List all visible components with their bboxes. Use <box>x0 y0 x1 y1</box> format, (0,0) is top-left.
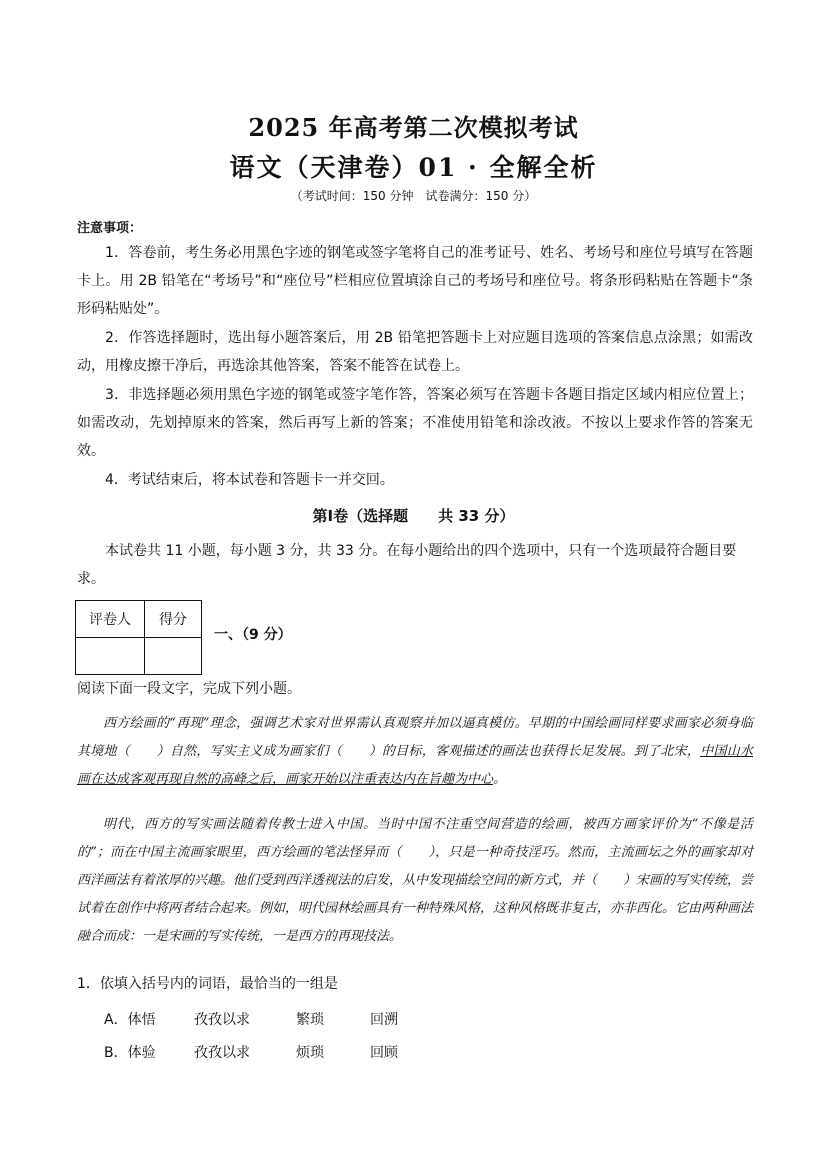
score-header: 得分 <box>145 601 202 638</box>
part-label: 一、（9 分） <box>214 627 292 643</box>
option-word: 回溯 <box>370 1012 398 1028</box>
score-cell <box>145 638 202 675</box>
section-title: 第Ⅰ卷（选择题 共 33 分） <box>312 507 515 525</box>
notice-item-3: 3．非选择题必须用黑色字迹的钢笔或签字笔作答，答案必须写在答题卡各题目指定区域内相应位置上；如需改动，先划掉原来的答案，然后再写上新的答案；不准使用铅笔和涂改液。不按以上要求作答的答案无效。 <box>77 387 753 459</box>
option-word: 孜孜以求 <box>194 1045 250 1061</box>
exam-subtitle: 语文（天津卷）01 · 全解全析 <box>229 153 598 182</box>
exam-title: 2025 年高考第二次模拟考试 <box>248 113 579 142</box>
notice-item-2: 2．作答选择题时，选出每小题答案后，用 2B 铅笔把答题卡上对应题目选项的答案信息点涂黑；如需改动，用橡皮擦干净后，再选涂其他答案，答案不能答在试卷上。 <box>77 330 753 374</box>
notice-item-4: 4．考试结束后，将本试卷和答题卡一并交回。 <box>105 472 394 488</box>
option-word: 繁琐 <box>296 1012 324 1028</box>
grader-header: 评卷人 <box>76 601 145 638</box>
section-intro: 本试卷共 11 小题，每小题 3 分，共 33 分。在每小题给出的四个选项中，只有一个选项最符合题目要求。 <box>77 543 737 587</box>
option-letter: B．体验 <box>104 1045 156 1061</box>
underlined-sentence: 中国山水画在达成客观再现自然的高峰之后，画家开始以注重表达内在旨趣为中心 <box>77 744 753 787</box>
notice-heading: 注意事项： <box>77 221 143 236</box>
exam-info: （考试时间：150 分钟 试卷满分：150 分） <box>290 189 537 203</box>
passage-text: 西方绘画的“再现”理念，强调艺术家对世界需认真观察并加以逼真模仿。早期的中国绘画同样要求画家必须身临其境地（ ）自然，写实主义成为画家们（ ）的目标，客观描述的画法也获得长足发展。到了北宋， <box>77 716 753 759</box>
notice-item-1: 1．答卷前，考生务必用黑色字迹的钢笔或签字笔将自己的准考证号、姓名、考场号和座位号填写在答题卡上。用 2B 铅笔在“考场号”和“座位号”栏相应位置填涂自己的考场号和座位号。将条形码粘贴在答题卡“条形码粘贴处”。 <box>77 245 753 317</box>
option-word: 烦琐 <box>296 1045 324 1061</box>
option-letter: A．体悟 <box>104 1012 156 1028</box>
option-word: 孜孜以求 <box>194 1012 250 1028</box>
passage-paragraph-2: 明代，西方的写实画法随着传教士进入中国。当时中国不注重空间营造的绘画，被西方画家评价为“不像是活的”；而在中国主流画家眼里，西方绘画的笔法怪异而（ ），只是一种奇技淫巧。然而，主流画坛之外的画家却对西洋画法有着浓厚的兴趣。他们受到西洋透视法的启发，从中发现描绘空间的新方式，并（ ）宋画的写实传统，尝试着在创作中将两者结合起来。例如，明代园林绘画具有一种特殊风格，这种风格既非复古，亦非西化。它由两种画法融合而成：一是宋画的写实传统，一是西方的再现技法。 <box>77 817 754 944</box>
passage-text: 。 <box>493 772 507 787</box>
grader-cell <box>76 638 145 675</box>
passage-paragraph-1 <box>77 710 753 794</box>
score-table <box>75 600 202 675</box>
option-word: 回顾 <box>370 1045 398 1061</box>
question-stem: 1．依填入括号内的词语，最恰当的一组是 <box>77 976 338 992</box>
reading-instruction: 阅读下面一段文字，完成下列小题。 <box>77 681 301 697</box>
